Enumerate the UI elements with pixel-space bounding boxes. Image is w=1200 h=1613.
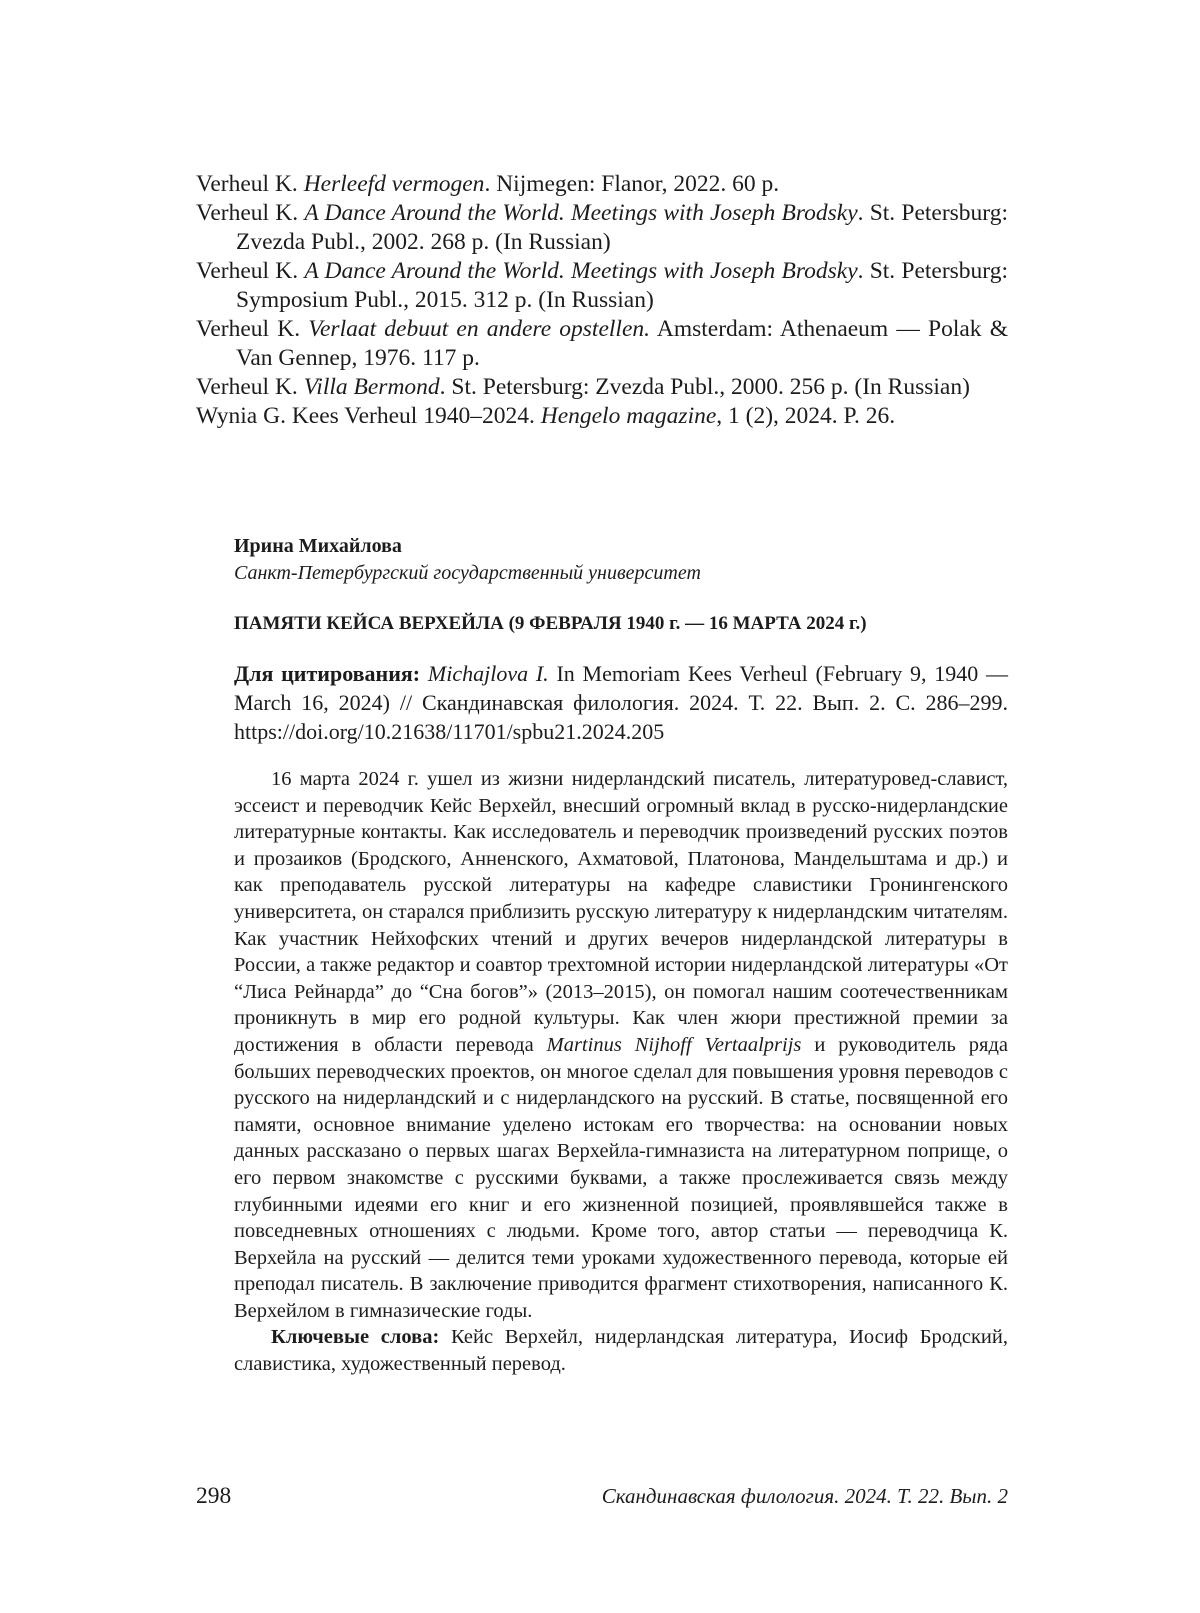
reference-details: , 1 (2), 2024. P. 26. (716, 403, 896, 429)
citation-text: In Memoriam Kees Verheul (February 9, 1940 — March 16, 2024) // Скандинавская филология. 2024. Т. 22. Вып. 2. С. 286–299. https://doi.org/10.21638/11701/spbu21.2024.205 (234, 661, 1009, 744)
reference-details: . St. Petersburg: Symposium Publ., 2015. 312 p. (In Russian) (236, 258, 1008, 313)
page-number: 298 (196, 1483, 232, 1509)
reference-title: A Dance Around the World. Meetings with Joseph Brodsky (304, 200, 858, 226)
reference-author: Verheul K. (196, 258, 299, 284)
reference-title: Verlaat debuut en andere opstellen. (308, 316, 650, 342)
running-head: Скандинавская филология. 2024. Т. 22. Вып. 2 (601, 1484, 1008, 1508)
abstract-text-part1: 16 марта 2024 г. ушел из жизни нидерландский писатель, литературовед-славист, эссеист и переводчик Кейс Верхейл, внесший огромный вклад в русско-нидерландские литературные контакты. Как исследователь и переводчик произведений русских поэтов и прозаиков (Бродского, Анненского, Ахматовой, Платонова, Мандельштама и др.) и как преподаватель русской литературы на кафедре славистики Гронингенского университета, он старался приблизить русскую литературу к нидерландским читателям. Как участник Нейхофских чтений и других вечеров нидерландской литературы в России, а также редактор и соавтор трехтомной истории нидерландской литературы «От “Лиса Рейнарда” до “Сна богов”» (2013–2015), он помогал нашим соотечественникам проникнуть в мир его родной культуры. Как член жюри престижной премии за достижения в области перевода (234, 768, 1008, 1056)
abstract-paragraph (234, 766, 1008, 1324)
reference-title: Villa Bermond (303, 374, 440, 400)
reference-author: Wynia G. Kees Verheul 1940–2024. (196, 403, 535, 429)
reference-author: Verheul K. (196, 316, 301, 342)
reference-title: Hengelo magazine (540, 403, 717, 429)
reference-item (196, 199, 1008, 257)
abstract-text-part2: и руководитель ряда больших переводческих проектов, он многое сделал для повышения уровня переводов с русского на нидерландский и с нидерландского на русский. В статье, посвященной его памяти, основное внимание уделено истокам его творчества: на основании новых данных рассказано о первых шагах Верхейла-гимназиста на литературном поприще, о его первом знакомстве с русскими буквами, а также прослеживается связь между глубинными идеями его книг и его жизненной позицией, проявлявшейся также в повседневных отношениях с людьми. Кроме того, автор статьи — переводчица К. Верхейла на русский — делится теми уроками художественного перевода, которые ей преподал писатель. В заключение приводится фрагмент стихотворения, написанного К. Верхейлом в гимназические годы. (234, 1033, 1008, 1322)
reference-details: . St. Petersburg: Zvezda Publ., 2002. 268 p. (In Russian) (236, 200, 1008, 255)
reference-item (196, 402, 1008, 431)
reference-author: Verheul K. (196, 171, 298, 197)
reference-title: A Dance Around the World. Meetings with Joseph Brodsky (304, 258, 858, 284)
keywords-text: Кейс Верхейл, нидерландская литература, Иосиф Бродский, славистика, художественный перевод. (234, 1326, 1008, 1376)
reference-author: Verheul K. (196, 374, 298, 400)
article-header (234, 533, 1008, 1378)
reference-title: Herleefd vermogen (303, 171, 485, 197)
citation-author: Michajlova I. (427, 661, 549, 686)
reference-item (196, 257, 1008, 315)
reference-details: . St. Petersburg: Zvezda Publ., 2000. 256 p. (In Russian) (439, 374, 970, 400)
reference-author: Verheul K. (196, 200, 299, 226)
author-affiliation: Санкт-Петербургский государственный университет (234, 562, 701, 584)
reference-details: . Nijmegen: Flanor, 2022. 60 p. (484, 171, 780, 197)
keywords-label: Ключевые слова: (271, 1326, 440, 1349)
reference-item (196, 373, 1008, 402)
reference-details: Amsterdam: Athenaeum — Polak & Van Gennep, 1976. 117 p. (236, 316, 1008, 371)
abstract-prize-name: Martinus Nijhoff Vertaalprijs (546, 1033, 802, 1056)
citation-label: Для цитирования: (234, 661, 421, 686)
citation-block (234, 659, 1008, 746)
page-footer (196, 1483, 1008, 1510)
abstract (234, 766, 1008, 1378)
author-name: Ирина Михайлова (234, 535, 402, 557)
article-title: ПАМЯТИ КЕЙСА ВЕРХЕЙЛА (9 ФЕВРАЛЯ 1940 г. — 16 МАРТА 2024 г.) (234, 613, 867, 634)
reference-list (196, 170, 1008, 431)
keywords-paragraph (234, 1324, 1008, 1377)
reference-item (196, 315, 1008, 373)
reference-item (196, 170, 1008, 199)
